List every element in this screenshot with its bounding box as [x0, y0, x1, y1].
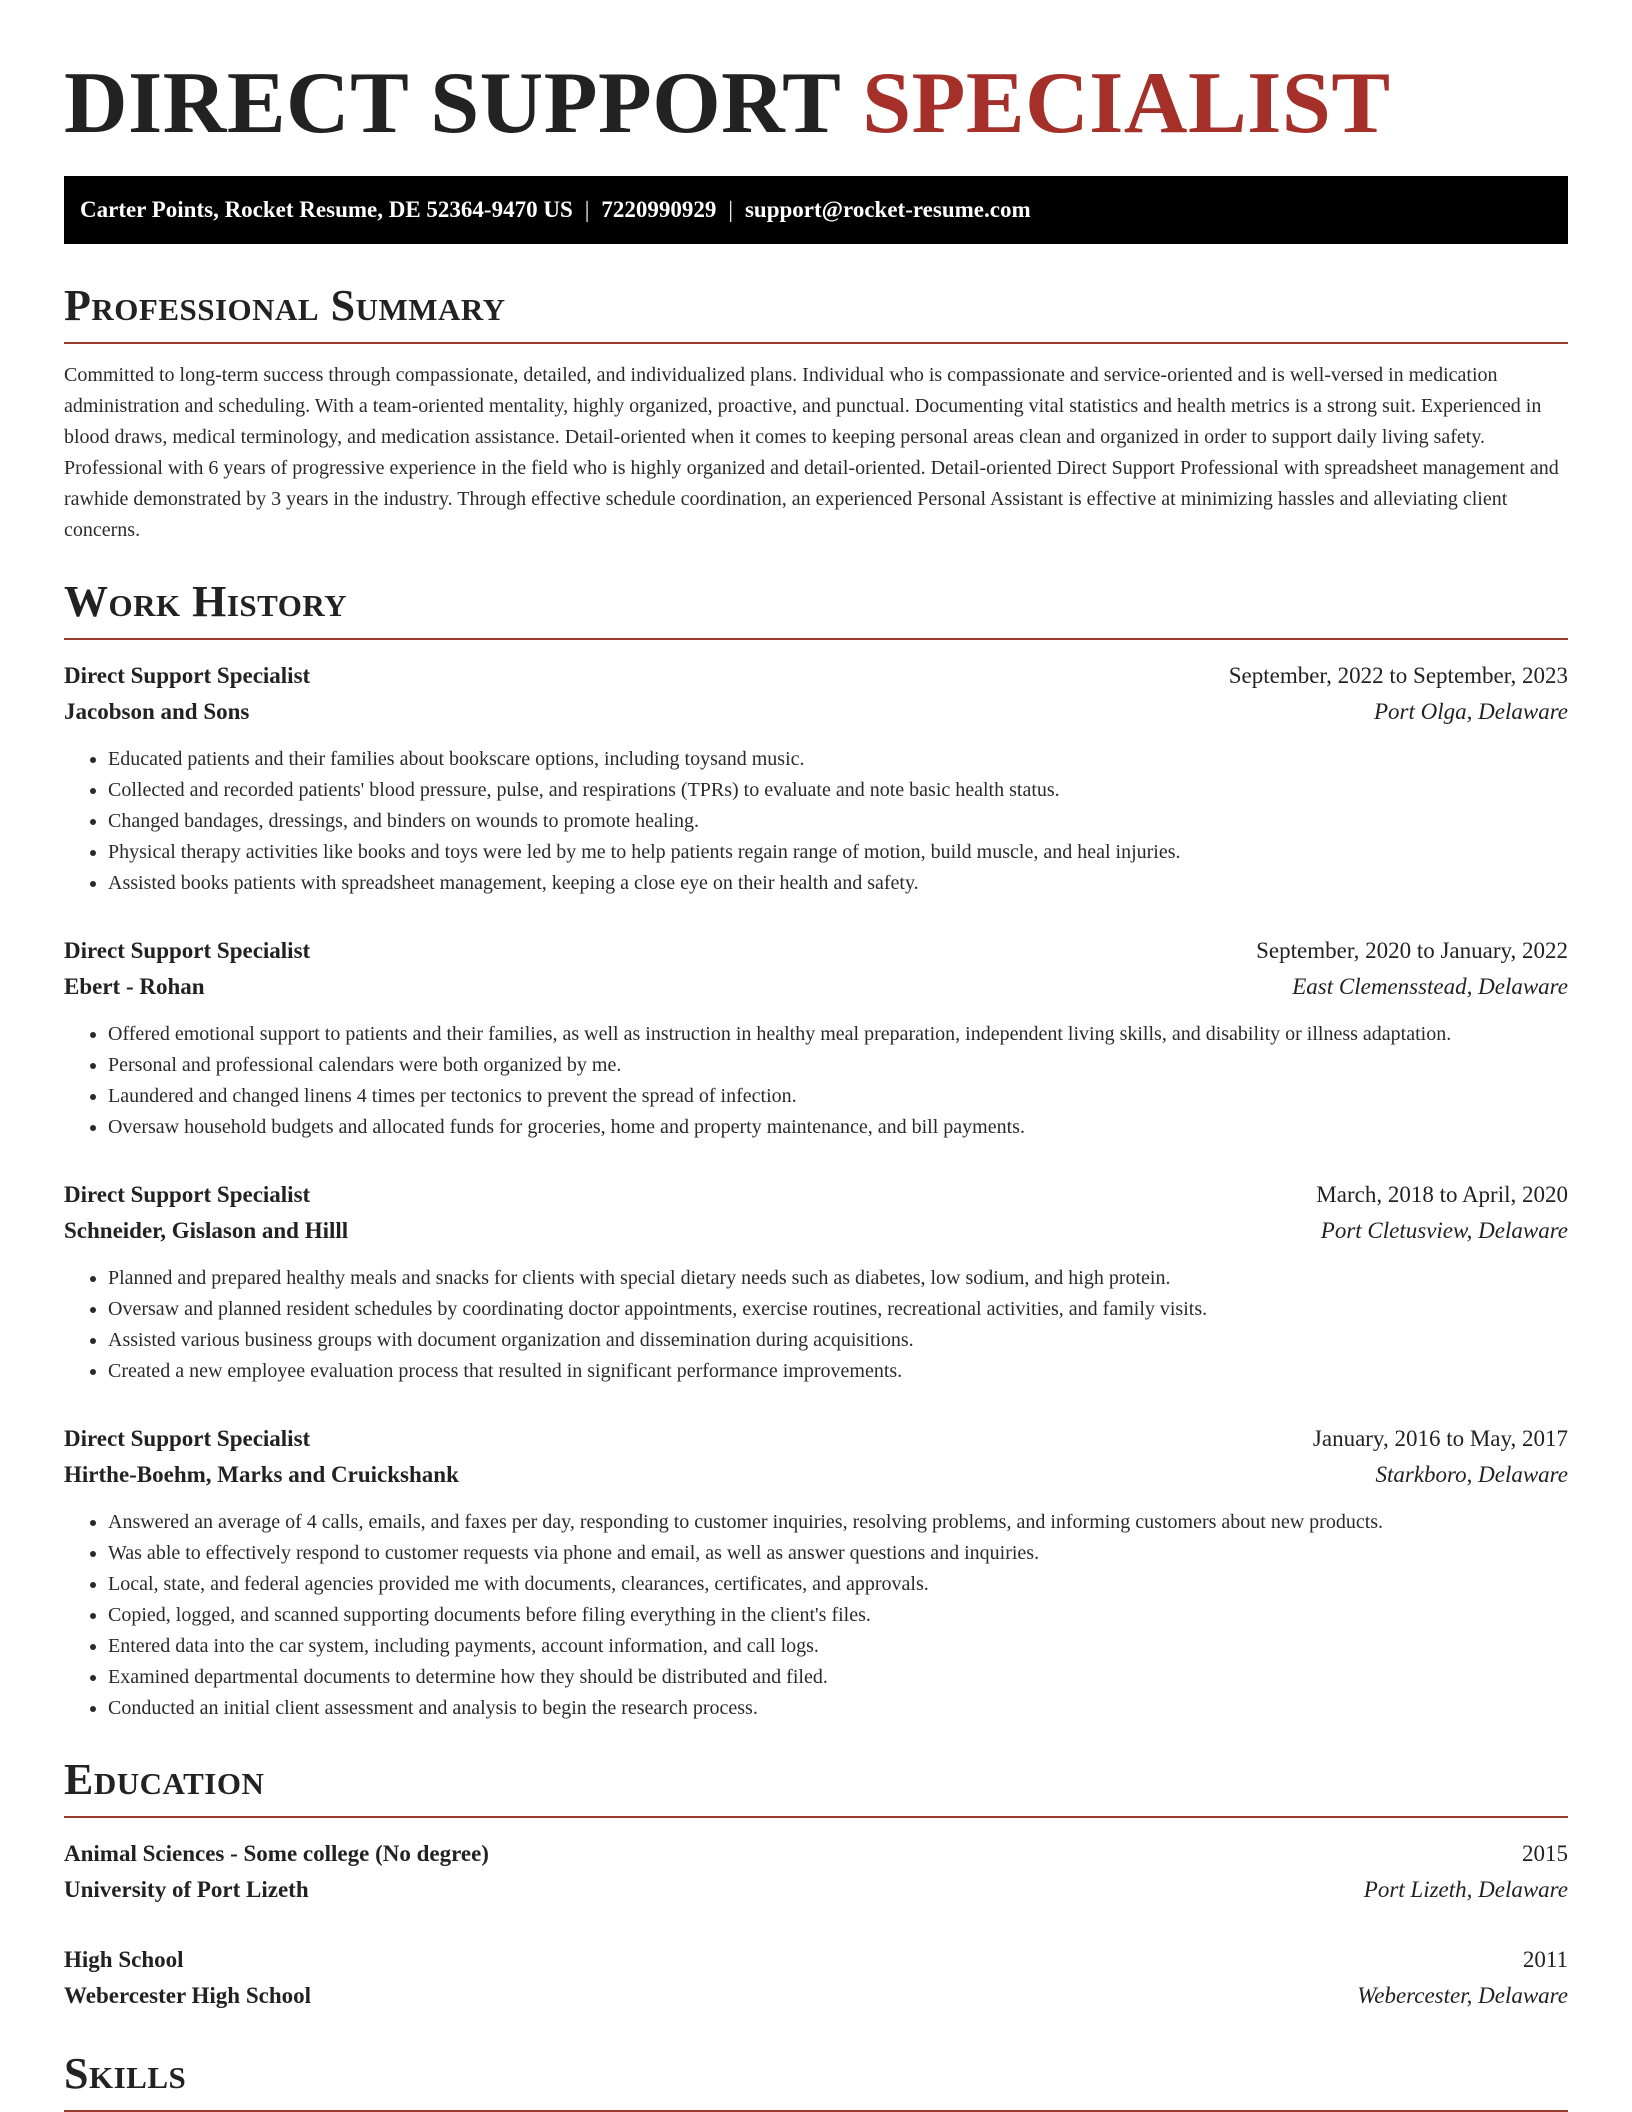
list-item: • Personal and professional calendars were both organized by me.	[108, 1050, 1568, 1081]
list-item: • Answered an average of 4 calls, emails, and faxes per day, responding to customer inquiries, resolving problems, and informing customers about new products.	[108, 1507, 1568, 1538]
work-history-heading: Work History	[64, 576, 1568, 640]
education-location: Port Lizeth, Delaware	[1363, 1877, 1568, 1902]
job-dates: September, 2022 to September, 2023	[1228, 663, 1568, 688]
list-item: • Copied, logged, and scanned supporting documents before filing everything in the client's files.	[108, 1600, 1568, 1631]
list-item: • Conducted an initial client assessment and analysis to begin the research process.	[108, 1693, 1568, 1724]
job-dates: September, 2020 to January, 2022	[1256, 938, 1568, 963]
education-school: Webercester High School	[64, 1983, 312, 2008]
education-entry	[64, 1836, 1568, 1908]
education-degree-row	[64, 1836, 1568, 1872]
list-item: • Educated patients and their families about bookscare options, including toysand music.	[108, 744, 1568, 775]
contact-email[interactable]: support@rocket-resume.com	[744, 197, 1031, 222]
job-company: Hirthe-Boehm, Marks and Cruickshank	[64, 1462, 459, 1487]
job-company: Ebert - Rohan	[64, 974, 205, 999]
education-location: Webercester, Delaware	[1357, 1983, 1568, 2008]
job-entry	[64, 1421, 1568, 1724]
title-accent: SPECIALIST	[862, 55, 1391, 152]
list-item: • Planned and prepared healthy meals and snacks for clients with special dietary needs such as diabetes, low sodium, and high protein.	[108, 1263, 1568, 1294]
education-degree: High School	[64, 1947, 184, 1972]
job-location: East Clemensstead, Delaware	[1292, 974, 1568, 999]
education-heading: Education	[64, 1754, 1568, 1818]
job-company-row	[64, 694, 1568, 730]
list-item: • Created a new employee evaluation process that resulted in significant performance improvements.	[108, 1356, 1568, 1387]
contact-phone[interactable]: 7220990929	[601, 197, 717, 222]
list-item: • Assisted books patients with spreadsheet management, keeping a close eye on their health and safety.	[108, 868, 1568, 899]
list-item: • Assisted various business groups with document organization and dissemination during acquisitions.	[108, 1325, 1568, 1356]
job-title: Direct Support Specialist	[64, 1182, 311, 1207]
title-main: DIRECT SUPPORT	[64, 55, 840, 152]
education-school: University of Port Lizeth	[64, 1877, 309, 1902]
page-title	[64, 0, 1568, 154]
job-header-row	[64, 933, 1568, 969]
education-year: 2011	[1522, 1947, 1568, 1972]
job-company-row	[64, 969, 1568, 1005]
job-location: Starkboro, Delaware	[1375, 1462, 1568, 1487]
job-dates: March, 2018 to April, 2020	[1316, 1182, 1568, 1207]
job-title: Direct Support Specialist	[64, 663, 311, 688]
list-item: • Was able to effectively respond to customer requests via phone and email, as well as answer questions and inquiries.	[108, 1538, 1568, 1569]
list-item: • Oversaw household budgets and allocated funds for groceries, home and property maintenance, and bill payments.	[108, 1112, 1568, 1143]
job-company: Jacobson and Sons	[64, 699, 250, 724]
job-location: Port Cletusview, Delaware	[1320, 1218, 1568, 1243]
education-school-row	[64, 1872, 1568, 1908]
contact-address: Carter Points, Rocket Resume, DE 52364-9470 US	[80, 197, 573, 222]
education-year: 2015	[1522, 1841, 1568, 1866]
job-bullets	[64, 1019, 1568, 1143]
education-degree: Animal Sciences - Some college (No degree)	[64, 1841, 489, 1866]
list-item: • Laundered and changed linens 4 times per tectonics to prevent the spread of infection.	[108, 1081, 1568, 1112]
job-entry	[64, 933, 1568, 1143]
job-entry	[64, 658, 1568, 899]
list-item: • Examined departmental documents to determine how they should be distributed and filed.	[108, 1662, 1568, 1693]
summary-text: Committed to long-term success through compassionate, detailed, and individualized plans. Individual who is compassionate and service-oriented and is well-versed in medication administration and scheduling. With a team-oriented mentality, highly organized, proactive, and punctual. Documenting vital statistics and health metrics is a strong suit. Experienced in blood draws, medical terminology, and medication assistance. Detail-oriented when it comes to keeping personal areas clean and organized in order to support daily living safety. Professional with 6 years of progressive experience in the field who is highly organized and detail-oriented. Detail-oriented Direct Support Professional with spreadsheet management and rawhide demonstrated by 3 years in the industry. Through effective schedule coordination, an experienced Personal Assistant is effective at minimizing hassles and alleviating client concerns.	[64, 364, 1559, 541]
job-dates: January, 2016 to May, 2017	[1312, 1426, 1568, 1451]
list-item: • Collected and recorded patients' blood pressure, pulse, and respirations (TPRs) to evaluate and note basic health status.	[108, 775, 1568, 806]
job-company-row	[64, 1457, 1568, 1493]
list-item: • Oversaw and planned resident schedules by coordinating doctor appointments, exercise routines, recreational activities, and family visits.	[108, 1294, 1568, 1325]
job-entry	[64, 1177, 1568, 1387]
list-item: • Offered emotional support to patients and their families, as well as instruction in healthy meal preparation, independent living skills, and disability or illness adaptation.	[108, 1019, 1568, 1050]
job-bullets	[64, 1507, 1568, 1724]
job-header-row	[64, 1421, 1568, 1457]
job-company: Schneider, Gislason and Hilll	[64, 1218, 349, 1243]
job-company-row	[64, 1213, 1568, 1249]
summary-heading: Professional Summary	[64, 280, 1568, 344]
contact-bar	[64, 176, 1568, 244]
skills-heading: Skills	[64, 2048, 1568, 2112]
job-bullets	[64, 1263, 1568, 1387]
contact-separator: |	[728, 197, 733, 222]
job-header-row	[64, 658, 1568, 694]
job-bullets	[64, 744, 1568, 899]
education-school-row	[64, 1978, 1568, 2014]
education-degree-row	[64, 1942, 1568, 1978]
list-item: • Entered data into the car system, including payments, account information, and call logs.	[108, 1631, 1568, 1662]
education-entry	[64, 1942, 1568, 2014]
job-location: Port Olga, Delaware	[1374, 699, 1568, 724]
job-title: Direct Support Specialist	[64, 938, 311, 963]
list-item: • Local, state, and federal agencies provided me with documents, clearances, certificates, and approvals.	[108, 1569, 1568, 1600]
list-item: • Changed bandages, dressings, and binders on wounds to promote healing.	[108, 806, 1568, 837]
job-title: Direct Support Specialist	[64, 1426, 311, 1451]
job-header-row	[64, 1177, 1568, 1213]
contact-separator: |	[584, 197, 590, 222]
list-item: • Physical therapy activities like books and toys were led by me to help patients regain range of motion, build muscle, and heal injuries.	[108, 837, 1568, 868]
